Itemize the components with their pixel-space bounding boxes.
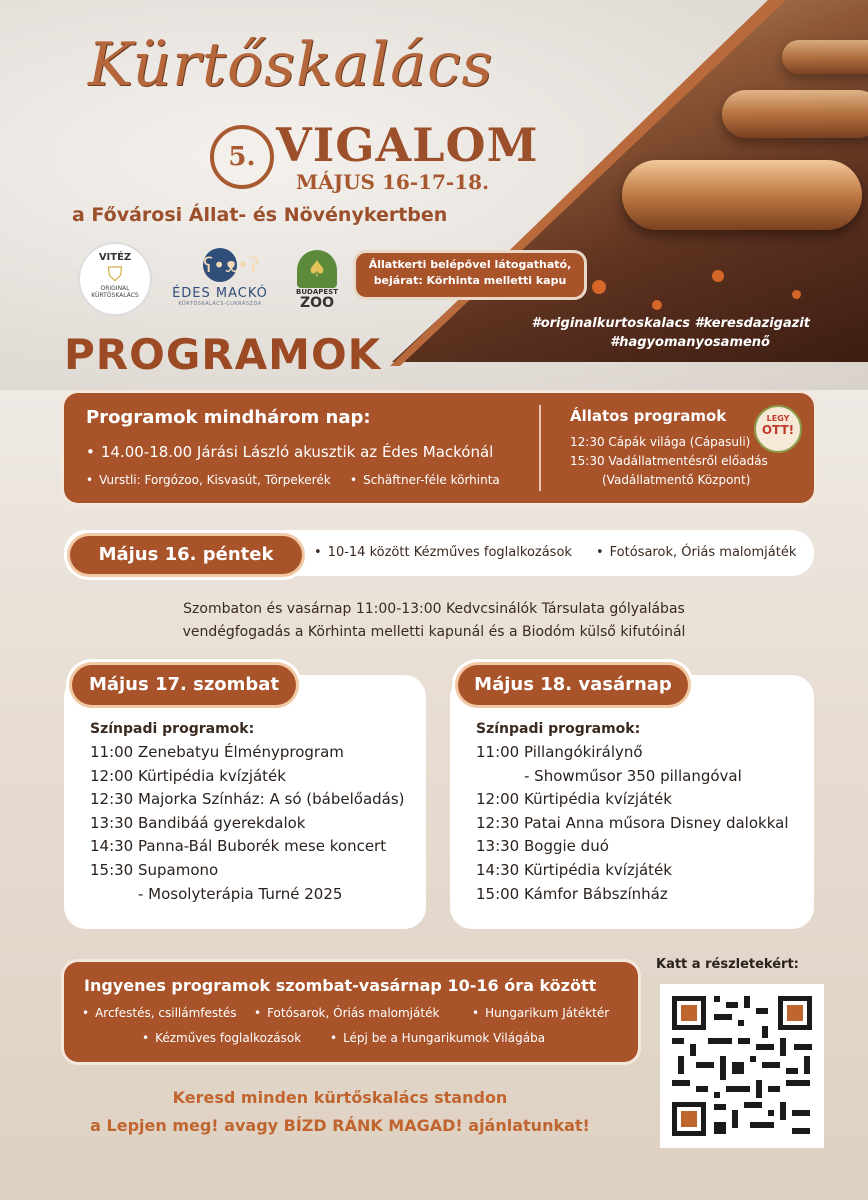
hashtags: [520, 314, 810, 352]
edes-macko-subtitle: KÜRTŐSKALÁCS-CUKRÁSZDA: [178, 301, 262, 307]
entry-notice-line2: bejárat: Körhinta melletti kapu: [373, 274, 567, 287]
event-script-title: Kürtőskalács: [88, 30, 494, 100]
qr-code-icon: [666, 990, 818, 1142]
divider: [539, 405, 541, 491]
free-programs-box: [64, 962, 638, 1062]
schedule-row: 15:30 Supamono: [90, 860, 219, 879]
all-days-title: Programok mindhárom nap:: [86, 407, 371, 428]
free-program-item: • Hungarikum Játéktér: [472, 1006, 609, 1020]
event-venue: a Fővárosi Állat- és Növénykertben: [72, 204, 448, 226]
schedule-row: 12:30 Majorka Színház: A só (bábelőadás): [90, 790, 405, 809]
vitez-logo-title: VITÉZ: [98, 252, 132, 263]
weekend-note: [0, 598, 868, 644]
event-dates: MÁJUS 16-17-18.: [296, 170, 490, 194]
zoo-logo-bottom: ZOO: [300, 295, 334, 311]
free-program-item: • Fotósarok, Óriás malomjáték: [254, 1006, 439, 1020]
free-programs-title: Ingyenes programok szombat-vasárnap 10-16 óra között: [84, 976, 597, 995]
elephant-icon: ♠: [297, 250, 337, 288]
vitez-logo-subtitle: ORIGINAL KÜRTŐSKALÁCS: [91, 285, 139, 299]
legy-ott-badge: [754, 405, 802, 453]
schedule-row: 11:00 Zenebatyu Élményprogram: [90, 743, 344, 761]
badge-bottom: OTT!: [761, 423, 795, 437]
friday-item: • 10-14 között Kézműves foglalkozások: [314, 545, 572, 560]
event-title: VIGALOM: [276, 118, 539, 172]
edes-macko-logo: [170, 248, 270, 318]
vitez-logo: [80, 244, 150, 314]
hashtag-line2: #hagyomanyosamenő: [610, 335, 770, 350]
zoo-logo-top: BUDAPEST: [296, 288, 338, 296]
edition-badge: 5.: [210, 125, 274, 189]
schedule-row: 13:30 Bandibáá gyerekdalok: [90, 813, 306, 832]
free-program-item: • Kézműves foglalkozások: [142, 1031, 301, 1045]
hashtag-line1: #originalkurtoskalacs #keresdazigazit: [531, 316, 810, 331]
schedule-row: 15:00 Kámfor Bábszínház: [476, 884, 668, 903]
sunday-schedule: [476, 741, 789, 906]
schedule-row: 12:00 Kürtipédia kvízjáték: [476, 790, 672, 809]
ember: [592, 280, 606, 294]
animal-programs-title: Állatos programok: [570, 407, 727, 425]
friday-item: • Fotósarok, Óriás malomjáték: [596, 545, 796, 560]
qr-label: Katt a részletekért:: [656, 957, 799, 972]
shield-icon: ⛉: [107, 262, 123, 286]
bear-icon: ʕ•ᴥ•ʔ: [203, 248, 237, 282]
sunday-subtitle: Színpadi programok:: [476, 721, 641, 737]
animal-program: 12:30 Cápák világa (Cápasuli): [570, 435, 751, 449]
edes-macko-name: ÉDES MACKÓ: [172, 286, 268, 301]
footer-text: [40, 1084, 640, 1140]
cake-roll: [722, 90, 868, 138]
footer-line2: a Lepjen meg! avagy BÍZD RÁNK MAGAD! ajánlatunkat!: [90, 1116, 590, 1135]
entry-notice-line1: Állatkerti belépővel látogatható,: [368, 258, 572, 271]
schedule-row: 14:30 Kürtipédia kvízjáték: [476, 860, 672, 879]
programs-heading: PROGRAMOK: [64, 330, 382, 379]
ember: [712, 270, 724, 282]
entry-notice: [356, 253, 584, 297]
all-days-box: [64, 393, 814, 503]
badge-top: LEGY: [766, 414, 790, 423]
saturday-box: [64, 675, 426, 929]
schedule-row: - Mosolyterápia Turné 2025: [138, 884, 343, 903]
weekend-note-line2: vendégfogadás a Körhinta melletti kapunál és a Biodóm külső kifutóinál: [182, 624, 686, 640]
all-days-item: • Vurstli: Forgózoo, Kisvasút, Törpekerék: [86, 473, 331, 487]
ember: [652, 300, 662, 310]
animal-program: 15:30 Vadállatmentésről előadás: [570, 454, 768, 468]
all-days-item: • Schäftner-féle körhinta: [350, 473, 500, 487]
cake-roll: [782, 40, 868, 74]
friday-tag: Május 16. péntek: [70, 536, 302, 574]
saturday-schedule: [90, 741, 405, 906]
free-program-item: • Arcfestés, csillámfestés: [82, 1006, 236, 1020]
schedule-row: 13:30 Boggie duó: [476, 837, 609, 856]
weekend-note-line1: Szombaton és vasárnap 11:00-13:00 Kedvcsinálók Társulata gólyalábas: [183, 601, 685, 617]
footer-line1: Keresd minden kürtőskalács standon: [172, 1088, 508, 1107]
all-days-item: • 14.00-18.00 Járási László akusztik az Édes Mackónál: [86, 443, 493, 461]
schedule-row: 12:30 Patai Anna műsora Disney dalokkal: [476, 813, 789, 832]
schedule-row: 11:00 Pillangókirálynő: [476, 743, 643, 761]
sunday-tag: Május 18. vasárnap: [458, 665, 688, 705]
ember: [792, 290, 801, 299]
schedule-row: - Showműsor 350 pillangóval: [524, 766, 742, 785]
saturday-tag: Május 17. szombat: [72, 665, 296, 705]
qr-code[interactable]: [660, 984, 824, 1148]
budapest-zoo-logo: [294, 250, 340, 316]
animal-program: (Vadállatmentő Központ): [602, 473, 751, 487]
sunday-box: [450, 675, 814, 929]
free-program-item: • Lépj be a Hungarikumok Világába: [330, 1031, 545, 1045]
schedule-row: 14:30 Panna-Bál Buborék mese koncert: [90, 837, 387, 856]
saturday-subtitle: Színpadi programok:: [90, 721, 255, 737]
schedule-row: 12:00 Kürtipédia kvízjáték: [90, 766, 286, 785]
cake-roll: [622, 160, 862, 230]
